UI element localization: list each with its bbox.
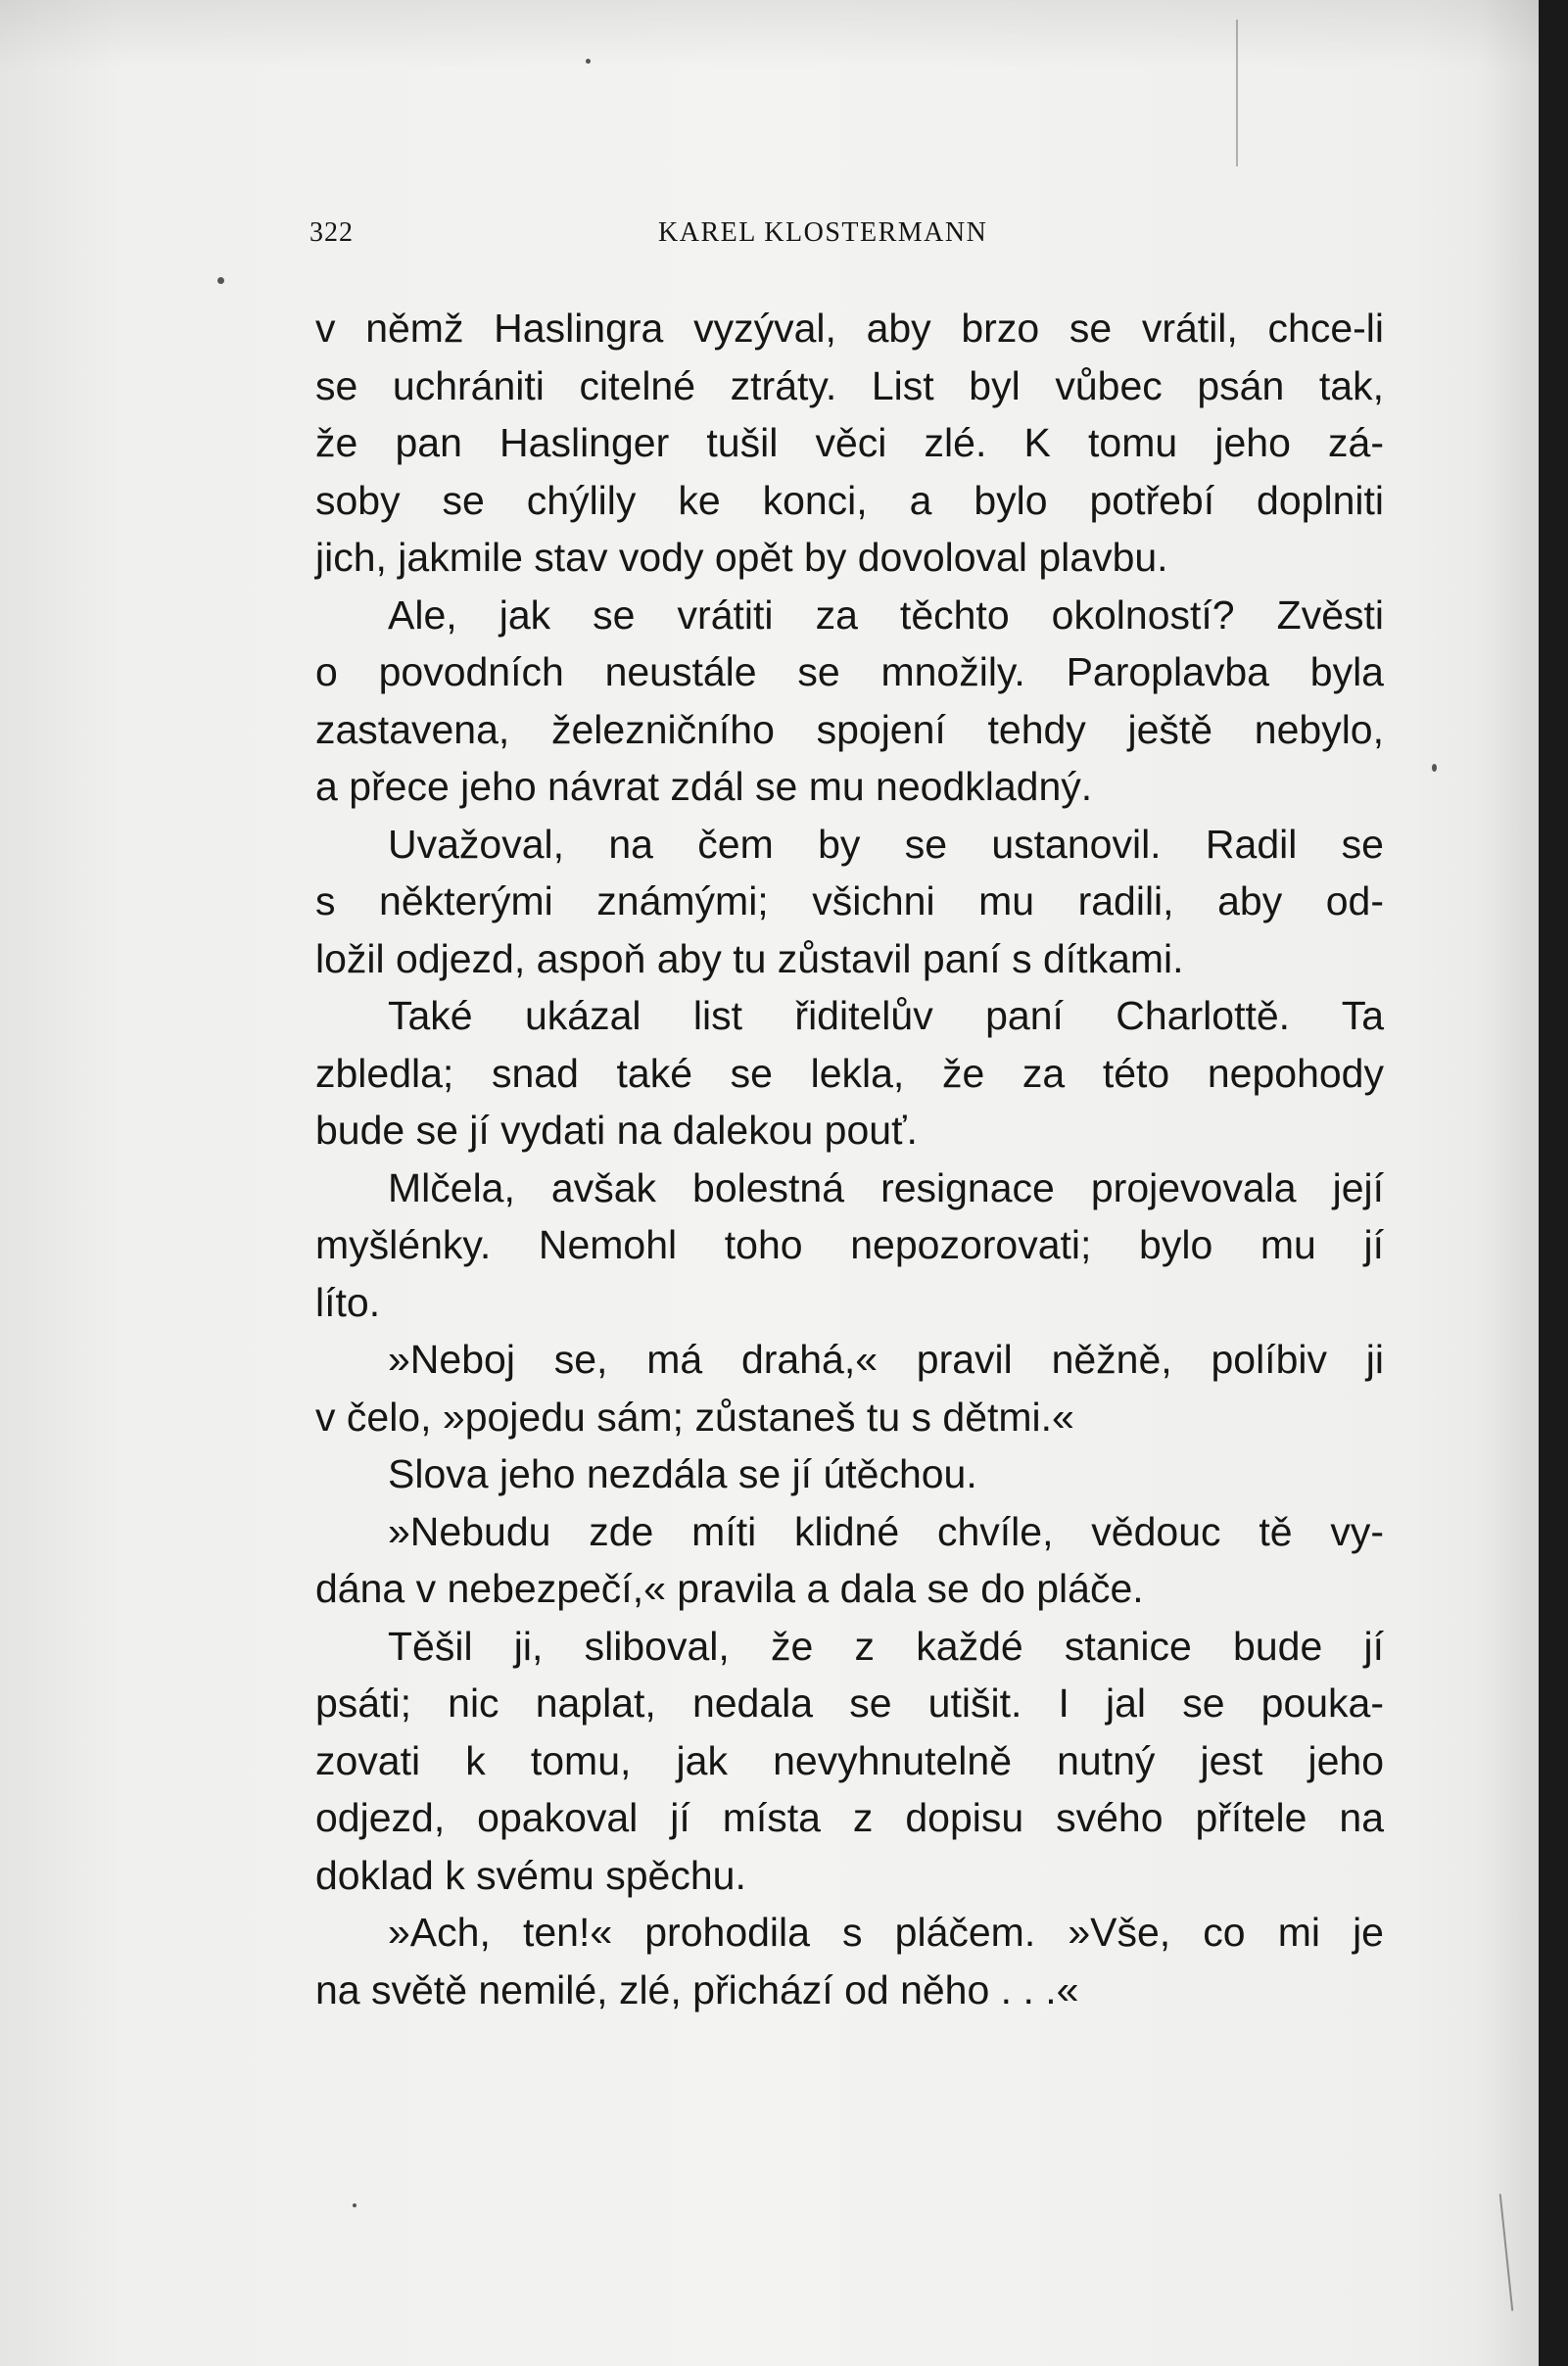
text-line: Těšil ji, sliboval, že z každé stanice bude jí <box>388 1623 1384 1669</box>
page-top-shadow <box>0 0 1539 69</box>
dust-speck <box>1432 764 1437 772</box>
text-line: Ale, jak se vrátiti za těchto okolností? Zvěsti <box>388 592 1384 638</box>
text-line: Mlčela, avšak bolestná resignace projevovala její <box>388 1164 1384 1210</box>
text-line: psáti; nic naplat, nedala se utišit. I jal se pouka- <box>315 1680 1384 1726</box>
body-text <box>315 300 1384 2018</box>
text-line: zovati k tomu, jak nevyhnutelně nutný jest jeho <box>315 1737 1384 1783</box>
text-line: že pan Haslinger tušil věci zlé. K tomu jeho zá- <box>315 420 1384 465</box>
text-line: s některými známými; všichni mu radili, aby od- <box>315 878 1384 923</box>
text-line: o povodních neustále se množily. Paroplavba byla <box>315 649 1384 694</box>
dust-speck <box>586 59 591 64</box>
text-line: dána v nebezpečí,« pravila a dala se do pláče. <box>315 1566 1144 1611</box>
text-line: doklad k svému spěchu. <box>315 1852 746 1898</box>
text-line: bude se jí vydati na dalekou pouť. <box>315 1108 918 1153</box>
text-line: soby se chýlily ke konci, a bylo potřebí doplniti <box>315 477 1384 523</box>
text-line: Také ukázal list řiditelův paní Charlottě. Ta <box>388 993 1384 1038</box>
running-head: KAREL KLOSTERMANN <box>658 217 988 248</box>
dust-speck <box>217 277 224 284</box>
text-line: »Neboj se, má drahá,« pravil něžně, políbiv ji <box>388 1337 1384 1382</box>
text-line: myšlénky. Nemohl toho nepozorovati; bylo mu jí <box>315 1222 1384 1267</box>
text-line: jich, jakmile stav vody opět by dovoloval plavbu. <box>315 535 1168 580</box>
text-line: »Ach, ten!« prohodila s pláčem. »Vše, co mi je <box>388 1910 1384 1955</box>
text-line: Uvažoval, na čem by se ustanovil. Radil se <box>388 821 1384 867</box>
page-number: 322 <box>309 217 354 248</box>
text-line: v němž Haslingra vyzýval, aby brzo se vrátil, chce-li <box>315 306 1384 351</box>
text-line: Slova jeho nezdála se jí útěchou. <box>388 1451 977 1496</box>
text-line: líto. <box>315 1279 381 1325</box>
text-line: zbledla; snad také se lekla, že za této nepohody <box>315 1050 1384 1096</box>
text-line: se uchrániti citelné ztráty. List byl vůbec psán tak, <box>315 362 1384 408</box>
page-edge-shadow <box>1480 0 1539 2366</box>
page-crease <box>1236 20 1238 166</box>
text-line: zastavena, železničního spojení tehdy ještě nebylo, <box>315 706 1384 752</box>
text-line: ložil odjezd, aspoň aby tu zůstavil paní s dítkami. <box>315 935 1184 981</box>
dust-speck <box>353 2203 356 2207</box>
text-line: na světě nemilé, zlé, přichází od něho . . .« <box>315 1966 1079 2012</box>
text-line: a přece jeho návrat zdál se mu neodkladný. <box>315 764 1093 809</box>
text-line: odjezd, opakoval jí místa z dopisu svého přítele na <box>315 1795 1384 1840</box>
text-line: v čelo, »pojedu sám; zůstaneš tu s dětmi.« <box>315 1394 1074 1440</box>
text-line: »Nebudu zde míti klidné chvíle, vědouc tě vy- <box>388 1508 1384 1554</box>
